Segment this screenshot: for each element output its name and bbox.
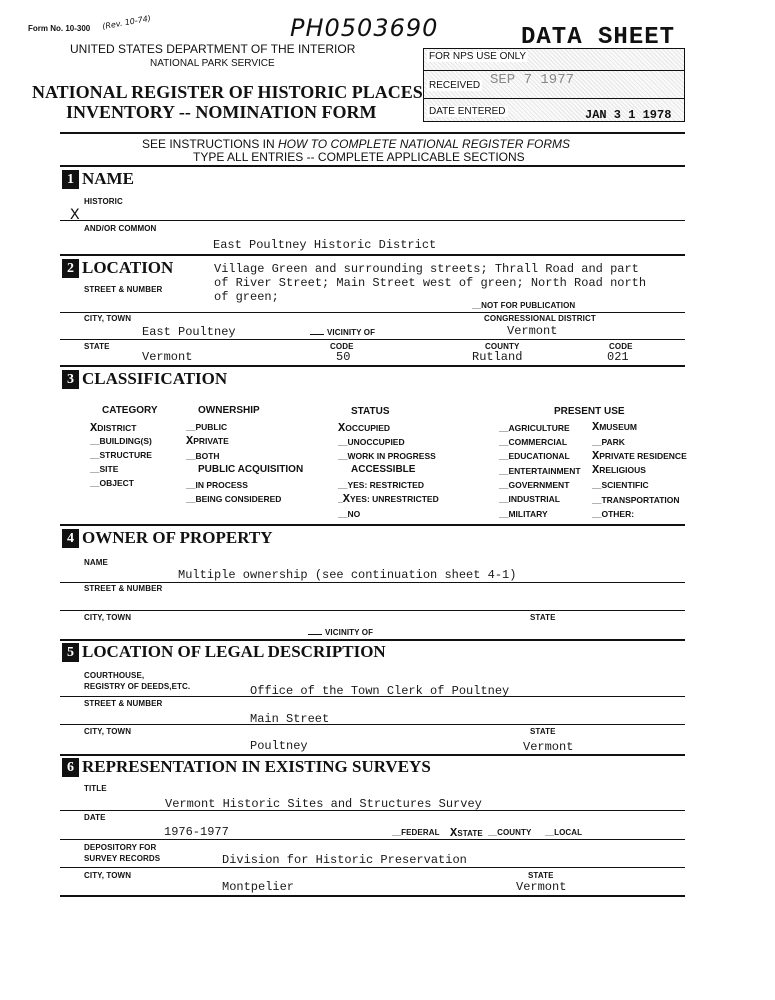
survey-state: XSTATE <box>450 826 483 840</box>
use-park: __PARK <box>592 437 625 447</box>
historic-label: HISTORIC <box>84 197 123 206</box>
location-state-value: Vermont <box>142 350 193 364</box>
form-revision: (Rev. 10-74) <box>101 13 152 32</box>
survey-county: __COUNTY <box>488 828 532 837</box>
use-private-residence: XPRIVATE RESIDENCE <box>592 449 687 463</box>
acquisition-in-process: __IN PROCESS <box>186 480 248 490</box>
ownership-heading: OWNERSHIP <box>198 405 260 416</box>
owner-state-label: STATE <box>530 613 556 622</box>
county-code-label: CODE <box>609 342 633 351</box>
ownership-public: __PUBLIC <box>186 422 228 432</box>
location-street-line3: of green; <box>214 290 279 304</box>
use-other: __OTHER: <box>592 509 635 519</box>
accessible-yes-unrestricted: _XYES: UNRESTRICTED <box>338 492 439 506</box>
category-structure: __STRUCTURE <box>90 450 152 460</box>
depository-city-label: CITY, TOWN <box>84 871 132 880</box>
form-title-line1: NATIONAL REGISTER OF HISTORIC PLACES <box>32 82 423 102</box>
survey-title-value: Vermont Historic Sites and Structures Survey <box>165 797 482 811</box>
data-sheet-stamp: DATA SHEET <box>521 24 676 51</box>
not-for-publication: __NOT FOR PUBLICATION <box>472 301 576 310</box>
legal-state-value: Vermont <box>523 740 574 754</box>
section-4-number: 4 <box>62 529 79 548</box>
accessible-yes-restricted: __YES: RESTRICTED <box>338 480 424 490</box>
ownership-private: XPRIVATE <box>186 434 229 448</box>
state-code-label: CODE <box>330 342 354 351</box>
county-value: Rutland <box>472 350 523 364</box>
legal-city-label: CITY, TOWN <box>84 727 132 736</box>
received-label: RECEIVED <box>429 80 481 91</box>
reference-number: PH0503690 <box>290 14 439 42</box>
section-2-title: LOCATION <box>82 258 174 277</box>
survey-date-value: 1976-1977 <box>164 825 229 839</box>
owner-name-label: NAME <box>84 558 108 567</box>
county-label: COUNTY <box>485 342 520 351</box>
department-name: UNITED STATES DEPARTMENT OF THE INTERIOR <box>70 42 356 56</box>
depository-value: Division for Historic Preservation <box>222 853 467 867</box>
use-transportation: __TRANSPORTATION <box>592 495 680 505</box>
legal-city-value: Poultney <box>250 739 308 753</box>
use-entertainment: __ENTERTAINMENT <box>499 466 581 476</box>
section-4-title: OWNER OF PROPERTY <box>82 528 273 547</box>
owner-city-label: CITY, TOWN <box>84 613 132 622</box>
section-5-number: 5 <box>62 643 79 662</box>
nps-use-label: FOR NPS USE ONLY <box>429 51 527 62</box>
historic-check-mark: X <box>70 206 80 224</box>
depository-city-value: Montpelier <box>222 880 295 894</box>
survey-federal: __FEDERAL <box>392 828 440 837</box>
use-commercial: __COMMERCIAL <box>499 437 568 447</box>
instructions-line1: SEE INSTRUCTIONS IN HOW TO COMPLETE NATIONAL REGISTER FORMS <box>142 137 571 151</box>
legal-street-label: STREET & NUMBER <box>84 699 163 708</box>
service-name: NATIONAL PARK SERVICE <box>150 58 275 69</box>
use-industrial: __INDUSTRIAL <box>499 494 560 504</box>
owner-street-label: STREET & NUMBER <box>84 584 163 593</box>
present-use-heading: PRESENT USE <box>554 406 625 417</box>
section-5-title: LOCATION OF LEGAL DESCRIPTION <box>82 642 386 661</box>
accessible-heading: ACCESSIBLE <box>351 464 416 475</box>
acquisition-being-considered: __BEING CONSIDERED <box>186 494 282 504</box>
location-street-line2: of River Street; Main Street west of green; North Road north <box>214 276 647 290</box>
public-acquisition-heading: PUBLIC ACQUISITION <box>198 464 304 475</box>
status-unoccupied: __UNOCCUPIED <box>338 437 405 447</box>
survey-title-label: TITLE <box>84 784 107 793</box>
survey-date-label: DATE <box>84 813 106 822</box>
use-scientific: __SCIENTIFIC <box>592 480 649 490</box>
common-name-label: AND/OR COMMON <box>84 224 157 233</box>
date-entered-value: JAN 3 1 1978 <box>585 108 672 122</box>
ownership-both: __BOTH <box>186 451 220 461</box>
status-heading: STATUS <box>351 406 390 417</box>
survey-local: __LOCAL <box>545 828 583 837</box>
date-entered-label: DATE ENTERED <box>429 106 506 117</box>
section-3-number: 3 <box>62 370 79 389</box>
category-district: XDISTRICT <box>90 421 137 435</box>
courthouse-label-line1: COURTHOUSE, <box>84 671 145 680</box>
section-1-title: NAME <box>82 169 134 188</box>
congressional-district-label: CONGRESSIONAL DISTRICT <box>484 314 596 323</box>
state-code-value: 50 <box>336 350 351 364</box>
owner-name-value: Multiple ownership (see continuation sheet 4-1) <box>178 568 517 582</box>
section-6-number: 6 <box>62 758 79 777</box>
use-military: __MILITARY <box>499 509 548 519</box>
depository-label-line2: SURVEY RECORDS <box>84 854 161 863</box>
owner-vicinity: VICINITY OF <box>308 628 373 637</box>
section-3-title: CLASSIFICATION <box>82 369 228 388</box>
section-1-number: 1 <box>62 170 79 189</box>
location-street-label: STREET & NUMBER <box>84 285 163 294</box>
depository-label-line1: DEPOSITORY FOR <box>84 843 157 852</box>
instructions-line2: TYPE ALL ENTRIES -- COMPLETE APPLICABLE SECTIONS <box>193 150 525 164</box>
accessible-no: __NO <box>338 509 361 519</box>
use-museum: XMUSEUM <box>592 420 637 434</box>
courthouse-value: Office of the Town Clerk of Poultney <box>250 684 510 698</box>
location-state-label: STATE <box>84 342 110 351</box>
location-vicinity: VICINITY OF <box>310 328 375 337</box>
status-occupied: XOCCUPIED <box>338 421 391 435</box>
category-heading: CATEGORY <box>102 405 158 416</box>
form-number: Form No. 10-300 <box>28 24 91 33</box>
congressional-district-value: Vermont <box>507 324 558 338</box>
form-title-line2: INVENTORY -- NOMINATION FORM <box>66 102 377 122</box>
received-date: SEP 7 1977 <box>490 72 575 88</box>
location-street-line1: Village Green and surrounding streets; Thrall Road and part <box>214 262 639 276</box>
common-name-value: East Poultney Historic District <box>213 238 437 252</box>
section-6-title: REPRESENTATION IN EXISTING SURVEYS <box>82 757 431 776</box>
use-agriculture: __AGRICULTURE <box>499 423 570 433</box>
location-city-label: CITY, TOWN <box>84 314 132 323</box>
category-buildings: __BUILDING(S) <box>90 436 152 446</box>
legal-street-value: Main Street <box>250 712 330 726</box>
category-object: __OBJECT <box>90 478 134 488</box>
depository-state-label: STATE <box>528 871 554 880</box>
courthouse-label-line2: REGISTRY OF DEEDS,ETC. <box>84 682 191 691</box>
county-code-value: 021 <box>607 350 629 364</box>
use-government: __GOVERNMENT <box>499 480 570 490</box>
category-site: __SITE <box>90 464 119 474</box>
use-religious: XRELIGIOUS <box>592 463 646 477</box>
status-work-in-progress: __WORK IN PROGRESS <box>338 451 436 461</box>
location-city-value: East Poultney <box>142 325 236 339</box>
section-2-number: 2 <box>62 259 79 278</box>
use-educational: __EDUCATIONAL <box>499 451 570 461</box>
depository-state-value: Vermont <box>516 880 567 894</box>
legal-state-label: STATE <box>530 727 556 736</box>
